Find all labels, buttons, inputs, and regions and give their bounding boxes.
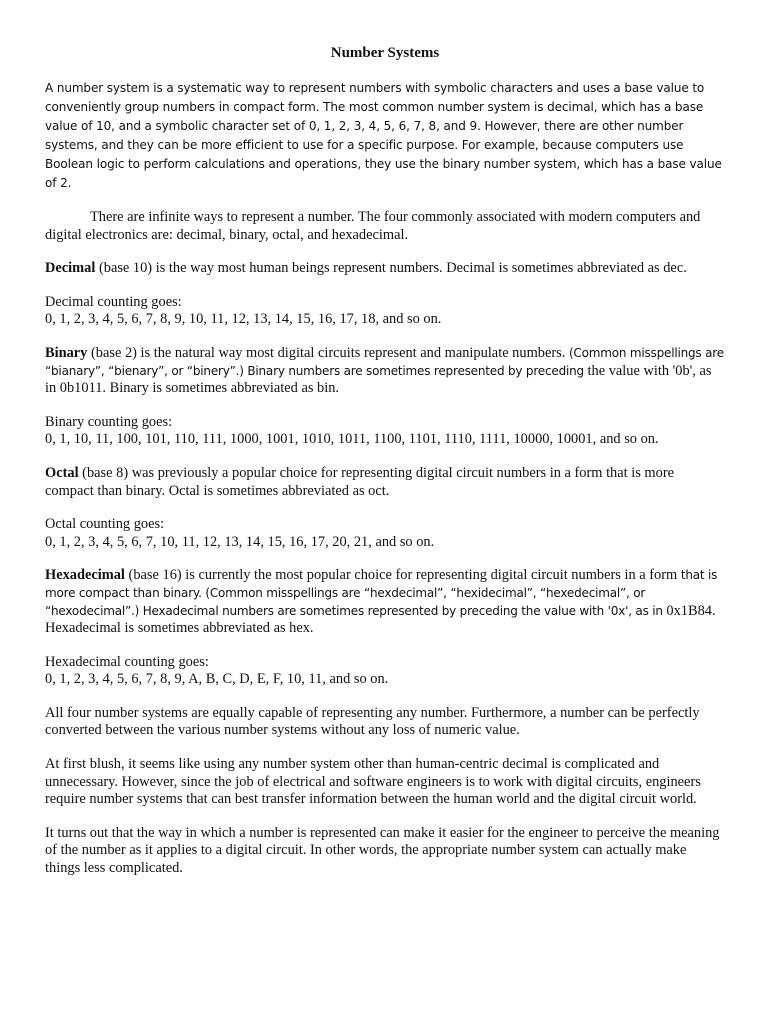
- hexadecimal-counting-label: Hexadecimal counting goes:: [45, 653, 209, 670]
- turns-out-paragraph: It turns out that the way in which a number is represented can make it easier for the engineer to perceive the meaning of the number as it applies to a digital circuit. In other words, the appropriate number system can actually make things less complicated.: [45, 824, 720, 877]
- binary-term: Binary: [45, 344, 88, 361]
- infinite-ways-paragraph: There are infinite ways to represent a number. The four commonly associated with modern computers and digital electronics are: decimal, binary, octal, and hexadecimal.: [45, 209, 701, 243]
- intro-paragraph: A number system is a systematic way to represent numbers with symbolic characters and uses a base value to conveniently group numbers in compact form. The most common number system is decimal, which has a base value of 10, and a symbolic character set of 0, 1, 2, 3, 4, 5, 6, 7, 8, and 9. However, there are other number systems, and they can be more efficient to use for a specific purpose. For example, because computers use Boolean logic to perform calculations and operations, they use the binary number system, which has a base value of 2.: [45, 81, 722, 190]
- decimal-paragraph: [45, 260, 725, 278]
- decimal-term: Decimal: [45, 260, 96, 277]
- octal-counting-sequence: 0, 1, 2, 3, 4, 5, 6, 7, 10, 11, 12, 13, 14, 15, 16, 17, 20, 21, and so on.: [45, 533, 435, 550]
- all-four-paragraph: All four number systems are equally capable of representing any number. Furthermore, a number can be perfectly converted between the various number systems without any loss of numeric value.: [45, 704, 700, 739]
- document-title: Number Systems: [330, 45, 440, 61]
- hexadecimal-counting-sequence: 0, 1, 2, 3, 4, 5, 6, 7, 8, 9, A, B, C, D, E, F, 10, 11, and so on.: [45, 671, 389, 688]
- decimal-counting-sequence: 0, 1, 2, 3, 4, 5, 6, 7, 8, 9, 10, 11, 12, 13, 14, 15, 16, 17, 18, and so on.: [45, 311, 442, 328]
- document-page: [45, 44, 725, 894]
- binary-counting-label: Binary counting goes:: [45, 413, 173, 430]
- binary-paragraph: [45, 345, 725, 398]
- binary-text-c: the value with '0b', as in 0b1011. Binary is sometimes abbreviated as bin.: [45, 362, 712, 397]
- binary-counting-sequence: 0, 1, 10, 11, 100, 101, 110, 111, 1000, 1001, 1010, 1011, 1100, 1101, 1110, 1111, 10000, 10001, and so on.: [45, 431, 659, 448]
- binary-counting-paragraph: [45, 414, 725, 449]
- hexadecimal-text-c: 0x1B84. Hexadecimal is sometimes abbreviated as hex.: [45, 602, 716, 637]
- decimal-text: (base 10) is the way most human beings represent numbers. Decimal is sometimes abbreviated as dec.: [95, 260, 687, 277]
- decimal-counting-paragraph: [45, 294, 725, 329]
- octal-counting-paragraph: [45, 516, 725, 551]
- hexadecimal-text-a: (base 16) is currently the most popular choice for representing digital circuit numbers in a form: [124, 567, 681, 584]
- hexadecimal-text-b: that is more compact than binary. (Common misspellings are “hexdecimal”, “hexidecimal”, “hexedecimal”, or “hexodecimal”.) Hexadecimal numbers are sometimes represented by preceding the value with '0x', as in: [45, 568, 718, 618]
- binary-text-b: (Common misspellings are “bianary”, “bienary”, or “binery”.) Binary numbers are sometimes represented by preceding: [45, 345, 724, 378]
- hexadecimal-term: Hexadecimal: [45, 567, 125, 584]
- decimal-counting-label: Decimal counting goes:: [45, 293, 182, 310]
- first-blush-paragraph: At first blush, it seems like using any number system other than human-centric decimal is complicated and unnecessary. However, since the job of electrical and software engineers is to work with digital circuits, engineers require number systems that can best transfer information between the human world and the digital circuit world.: [45, 756, 701, 808]
- hexadecimal-paragraph: [45, 567, 725, 637]
- octal-text: (base 8) was previously a popular choice for representing digital circuit numbers in a form that is more compact than binary. Octal is sometimes abbreviated as oct.: [45, 464, 675, 499]
- binary-text-a: (base 2) is the natural way most digital circuits represent and manipulate numbers.: [87, 344, 569, 361]
- octal-counting-label: Octal counting goes:: [45, 516, 165, 533]
- octal-paragraph: [45, 465, 725, 500]
- octal-term: Octal: [45, 464, 79, 481]
- hexadecimal-counting-paragraph: [45, 654, 725, 689]
